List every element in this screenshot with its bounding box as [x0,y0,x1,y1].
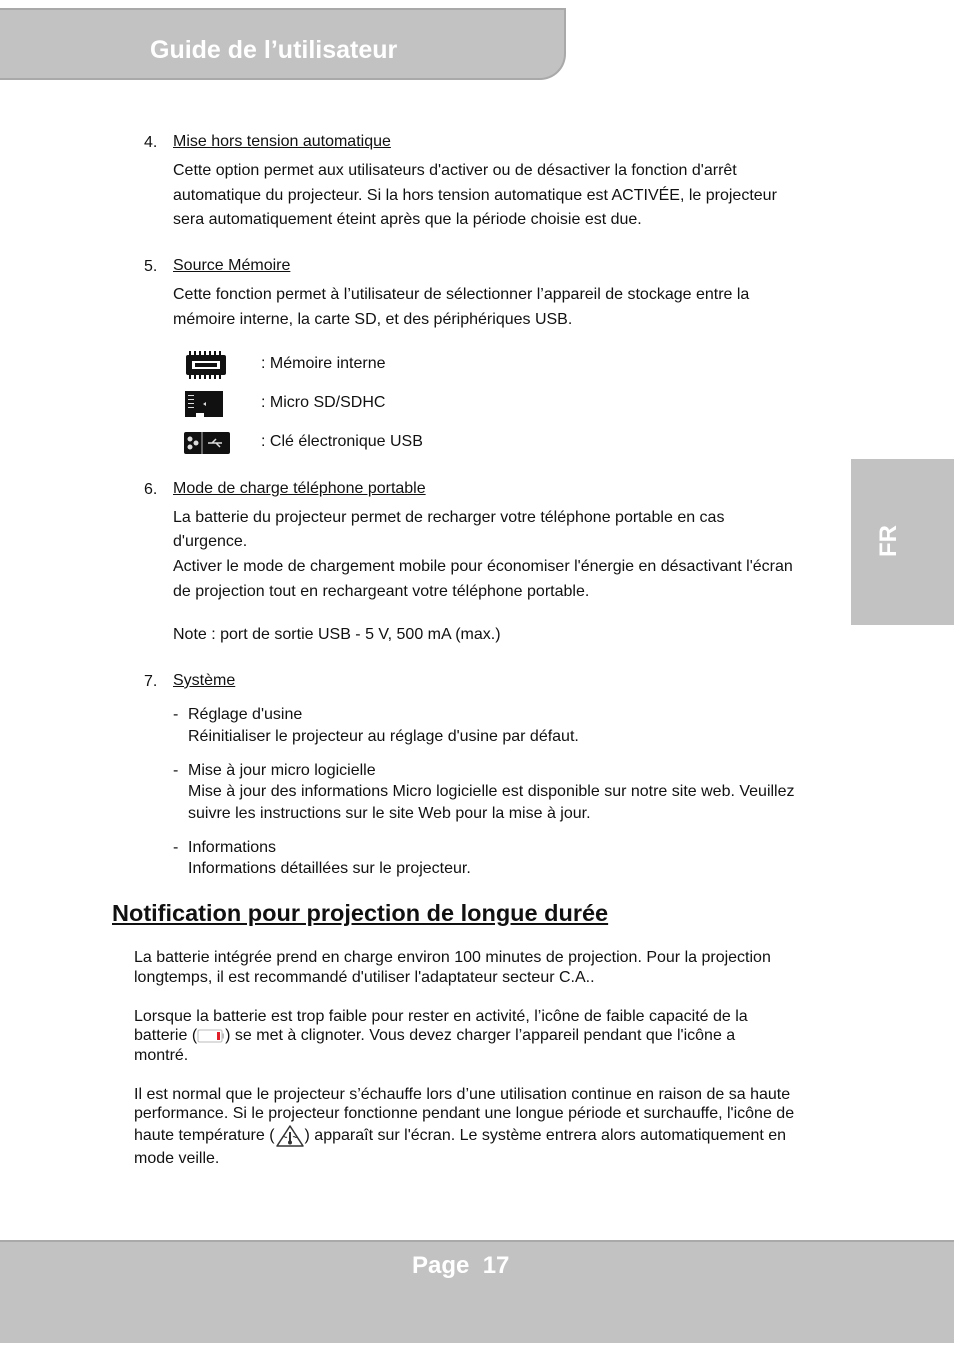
item-number: 5. [144,258,158,275]
internal-memory-icon [183,351,229,379]
item-title: Mise hors tension automatique [173,133,391,150]
item-text-line: sera automatiquement éteint après que la période choisie est due. [173,211,642,228]
item-number: 4. [144,134,158,151]
item-text-line: Activer le mode de chargement mobile pour économiser l'énergie en désactivant l'écran [173,558,793,575]
paragraph-fragment: ) se met à clignoter. Vous devez charger l’appareil pendant que l'icône a [225,1027,736,1044]
item-text-line: Cette option permet aux utilisateurs d'activer ou de désactiver la fonction d'arrêt [173,162,737,179]
subitem-title: Informations [188,839,277,856]
item-note: Note : port de sortie USB - 5 V, 500 mA (max.) [173,626,501,643]
item-text-line: mémoire interne, la carte SD, et des périphériques USB. [173,311,573,328]
item-title: Système [173,672,236,689]
paragraph-fragment: haute température ( [134,1127,275,1145]
paragraph-line: Lorsque la batterie est trop faible pour rester en activité, l’icône de faible capacité de la [134,1008,748,1025]
source-label: : Micro SD/SDHC [261,394,386,411]
item-number: 6. [144,481,158,498]
paragraph-line: La batterie intégrée prend en charge environ 100 minutes de projection. Pour la projection [134,949,771,966]
paragraph-line [134,1026,834,1046]
paragraph-fragment: ) apparaît sur l'écran. Le système entrera alors automatiquement en [304,1127,787,1145]
subitem-title: Réglage d'usine [188,706,303,723]
item-number: 7. [144,673,158,690]
item-text-line: Cette fonction permet à l’utilisateur de sélectionner l’appareil de stockage entre la [173,286,750,303]
subitem-text-line: suivre les instructions sur le site Web pour la mise à jour. [188,805,591,822]
item-text-line: de projection tout en rechargeant votre téléphone portable. [173,583,590,600]
item-text-line: d'urgence. [173,533,248,550]
high-temperature-icon [275,1124,305,1148]
subitem-dash: - [173,706,179,723]
page-title: Guide de l’utilisateur [150,36,398,64]
item-title: Source Mémoire [173,257,291,274]
paragraph-line [134,1124,834,1148]
language-label: FR [875,525,902,557]
usb-key-icon [184,430,230,456]
subitem-dash: - [173,839,179,856]
page-number: Page 17 [412,1252,510,1279]
paragraph-fragment: batterie ( [134,1027,198,1044]
subitem-title: Mise à jour micro logicielle [188,762,376,779]
paragraph-line: mode veille. [134,1150,220,1167]
section-heading: Notification pour projection de longue durée [112,900,609,926]
item-text-line: La batterie du projecteur permet de recharger votre téléphone portable en cas [173,509,725,526]
paragraph-line: longtemps, il est recommandé d'utiliser l'adaptateur secteur C.A.. [134,969,595,986]
subitem-text-line: Mise à jour des informations Micro logicielle est disponible sur notre site web. Veuillez [188,783,795,800]
item-title: Mode de charge téléphone portable [173,480,426,497]
micro-sd-icon [185,391,223,417]
paragraph-line: montré. [134,1047,189,1064]
item-text-line: automatique du projecteur. Si la hors tension automatique est ACTIVÉE, le projecteur [173,187,777,204]
paragraph-line: Il est normal que le projecteur s’échauffe lors d’une utilisation continue en raison de sa haute [134,1086,791,1103]
subitem-text-line: Réinitialiser le projecteur au réglage d'usine par défaut. [188,728,579,745]
source-label: : Mémoire interne [261,355,386,372]
source-label: : Clé électronique USB [261,433,423,450]
low-battery-icon [197,1029,225,1043]
paragraph-line: performance. Si le projecteur fonctionne pendant une longue période et surchauffe, l'icône de [134,1105,795,1122]
subitem-text-line: Informations détaillées sur le projecteur. [188,860,471,877]
subitem-dash: - [173,762,179,779]
